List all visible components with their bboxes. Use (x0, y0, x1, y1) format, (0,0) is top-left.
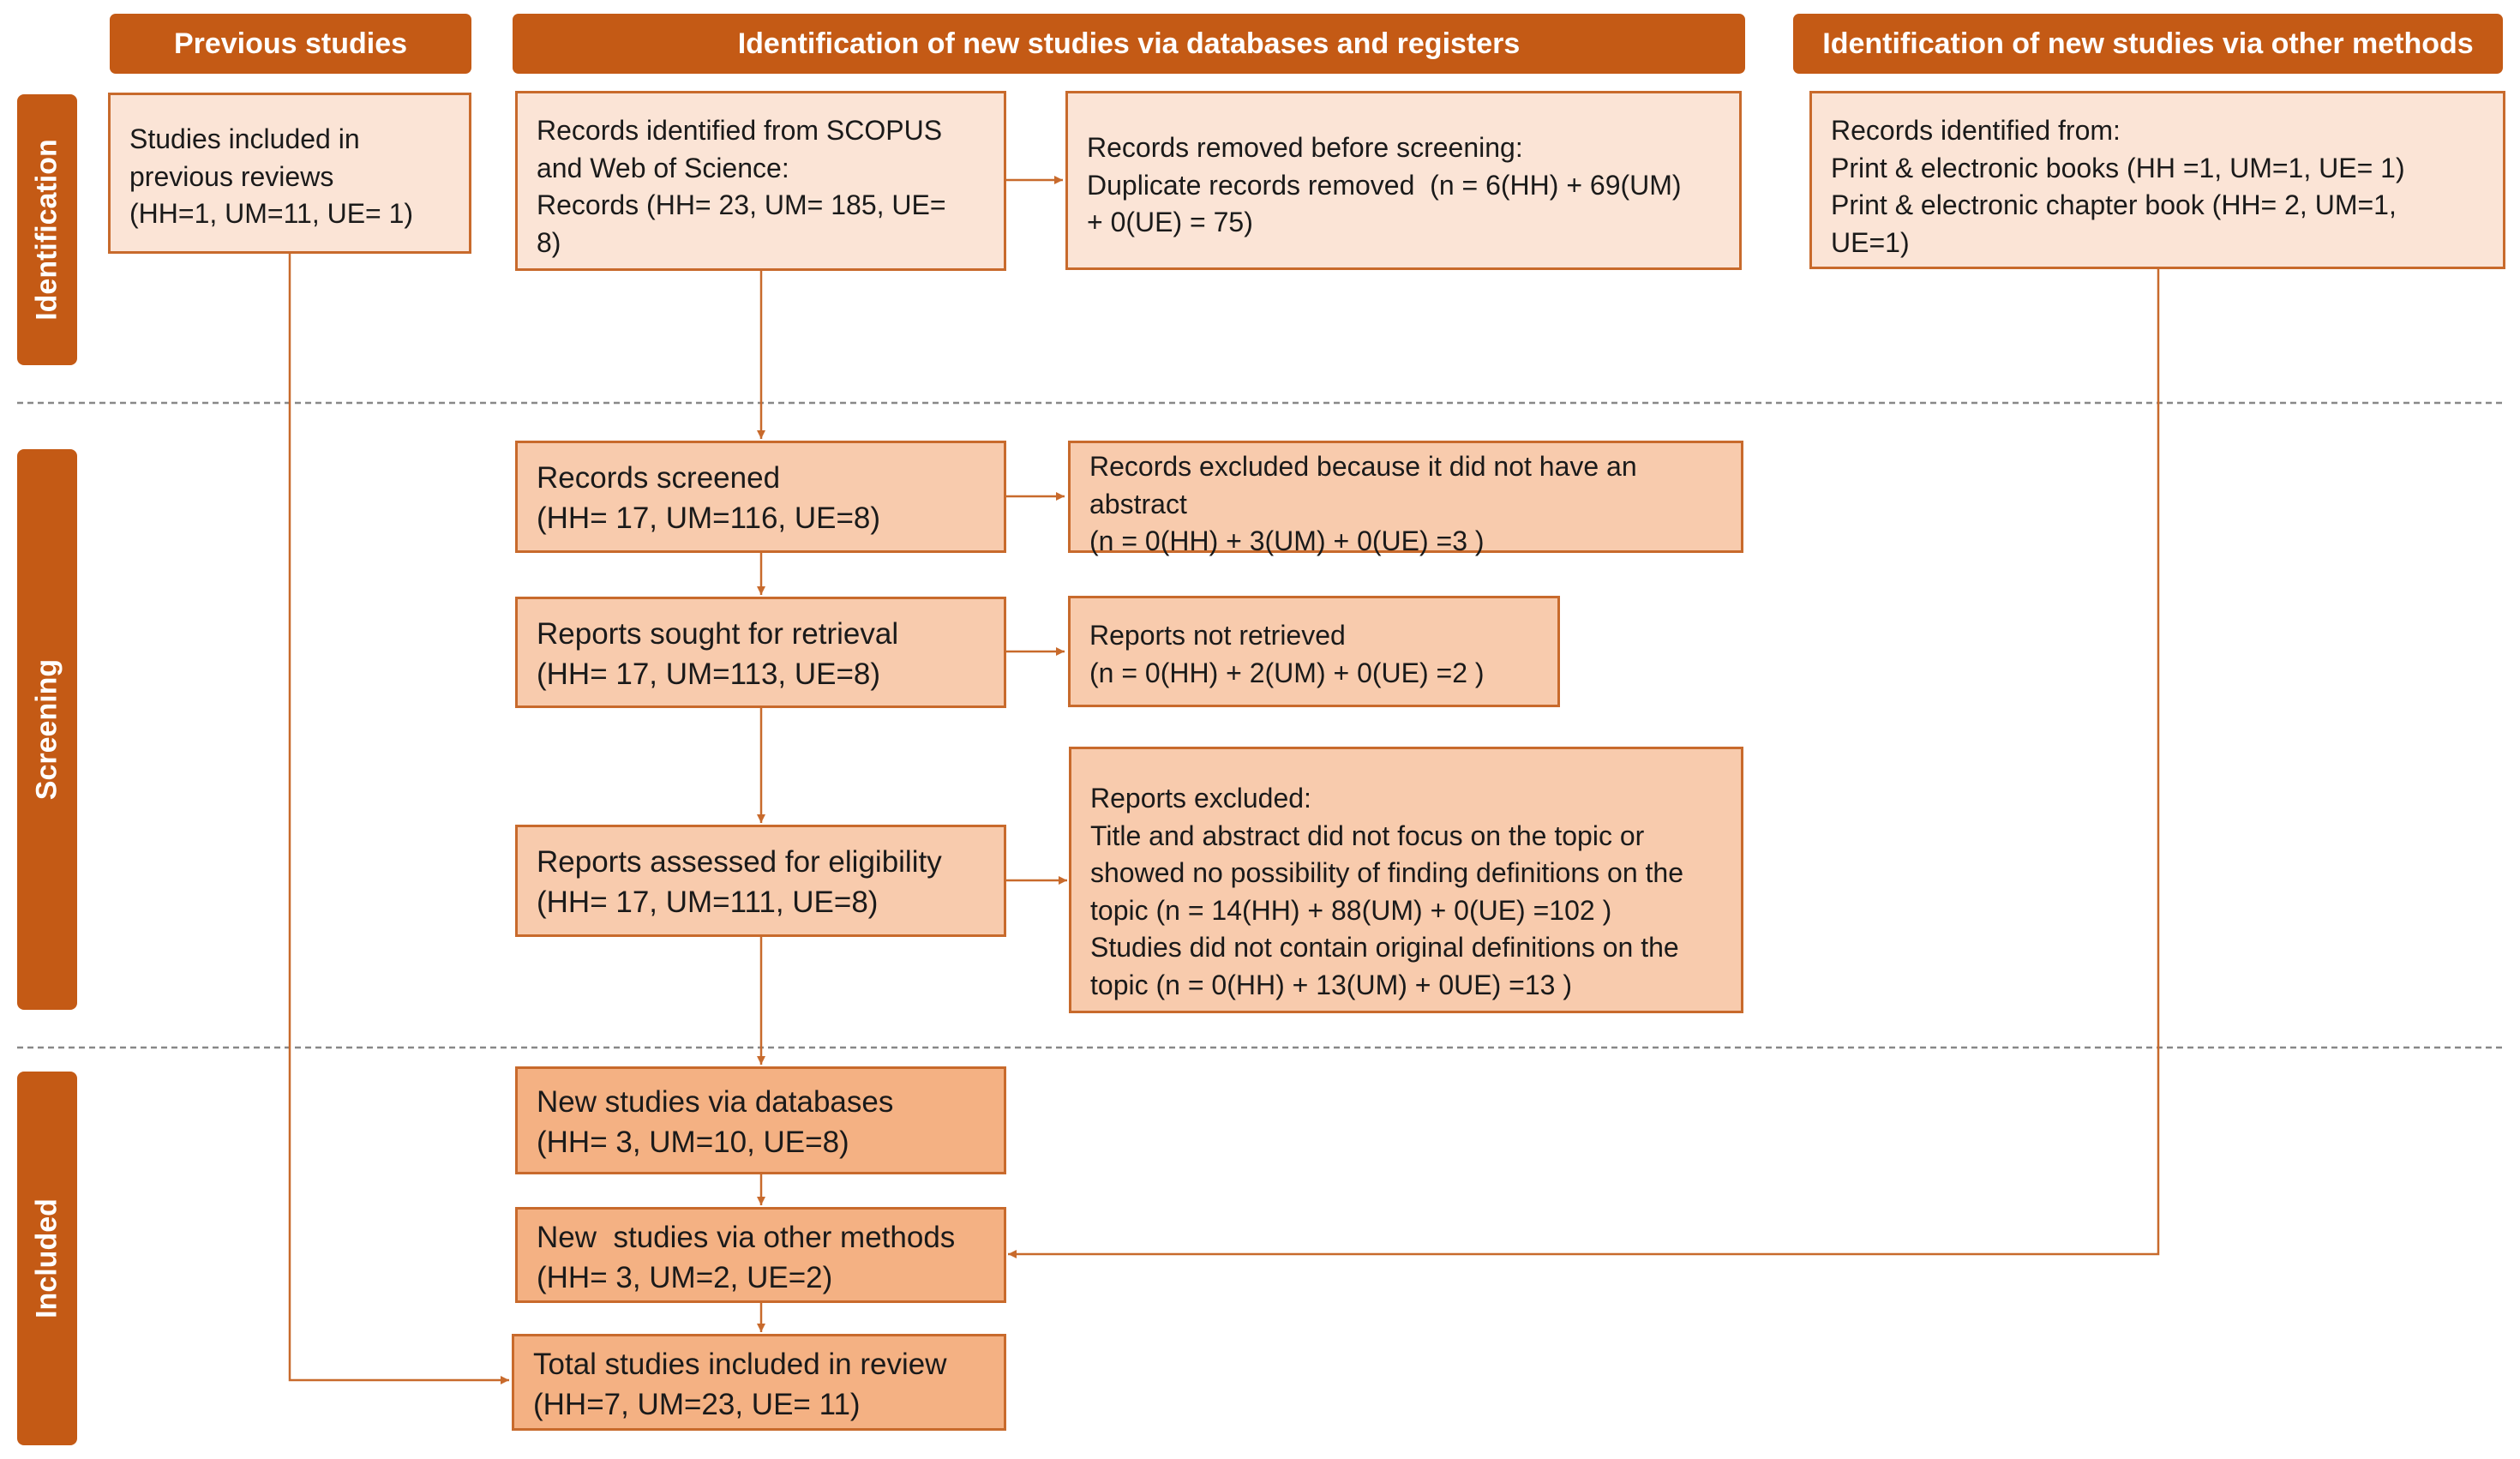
box-line: Reports excluded: (1090, 783, 1311, 814)
box-line: Print & electronic chapter book (HH= 2, UM=1, (1831, 189, 2397, 221)
box-line: (HH= 17, UM=111, UE=8) (537, 885, 879, 919)
box-reports-assessed (515, 825, 1006, 937)
box-line: Records screened (537, 461, 781, 495)
box-records-removed (1065, 91, 1742, 270)
box-line: topic (n = 0(HH) + 13(UM) + 0UE) =13 ) (1090, 969, 1572, 1000)
box-line: Records (HH= 23, UM= 185, UE= (537, 189, 946, 221)
box-records-identified (515, 91, 1006, 271)
box-line: + 0(UE) = 75) (1087, 207, 1253, 238)
header-other-methods: Identification of new studies via other methods (1793, 14, 2503, 74)
box-line: New studies via other methods (537, 1221, 956, 1254)
box-line: Print & electronic books (HH =1, UM=1, UE= 1) (1831, 152, 2405, 183)
box-line: (HH=1, UM=11, UE= 1) (129, 198, 414, 230)
box-reports-excluded (1069, 747, 1743, 1013)
box-line: Studies included in (129, 123, 360, 154)
box-line: Records removed before screening: (1087, 132, 1523, 163)
header-databases-registers: Identification of new studies via databases and registers (513, 14, 1745, 74)
box-line: Studies did not contain original definitions on the (1090, 932, 1679, 964)
header-previous-studies: Previous studies (110, 14, 471, 74)
box-line: (HH= 17, UM=113, UE=8) (537, 657, 881, 691)
box-reports-sought (515, 597, 1006, 708)
box-reports-not-retrieved (1068, 596, 1560, 707)
box-line: (HH=7, UM=23, UE= 11) (533, 1387, 861, 1421)
box-line: Reports sought for retrieval (537, 617, 899, 651)
box-records-excluded (1068, 441, 1743, 557)
box-line: (HH= 3, UM=2, UE=2) (537, 1260, 833, 1294)
box-line: Records excluded because it did not have an (1089, 451, 1637, 482)
box-line: topic (n = 14(HH) + 88(UM) + 0(UE) =102 ) (1090, 894, 1612, 926)
phase-screening-label: Screening (30, 658, 63, 801)
box-new-via-other (515, 1207, 1006, 1303)
box-total-included (512, 1334, 1006, 1431)
box-new-via-databases (515, 1066, 1006, 1174)
box-line: Reports not retrieved (1089, 620, 1346, 651)
box-line: Duplicate records removed (n = 6(HH) + 69(UM) (1087, 169, 1682, 201)
box-line: (HH= 17, UM=116, UE=8) (537, 501, 881, 535)
box-line: Records identified from SCOPUS (537, 115, 943, 146)
phase-identification-label: Identification (30, 139, 63, 321)
box-line: Records identified from: (1831, 115, 2121, 146)
box-other-identified (1809, 91, 2505, 269)
box-line: 8) (537, 226, 561, 258)
box-line: (HH= 3, UM=10, UE=8) (537, 1125, 849, 1159)
box-line: (n = 0(HH) + 3(UM) + 0(UE) =3 ) (1089, 525, 1485, 557)
box-line: (n = 0(HH) + 2(UM) + 0(UE) =2 ) (1089, 657, 1485, 688)
box-previous-reviews (108, 93, 471, 254)
box-line: New studies via databases (537, 1085, 894, 1119)
phase-identification (17, 94, 77, 365)
arrow-previous-to-total (290, 254, 509, 1380)
box-line: Title and abstract did not focus on the topic or (1090, 820, 1645, 851)
box-line: Reports assessed for eligibility (537, 845, 942, 879)
box-line: and Web of Science: (537, 152, 789, 183)
phase-included-label: Included (30, 1198, 63, 1318)
box-line: Total studies included in review (533, 1348, 947, 1381)
box-records-screened (515, 441, 1006, 553)
box-line: UE=1) (1831, 226, 1910, 258)
phase-screening (17, 449, 77, 1010)
phase-included (17, 1072, 77, 1445)
box-line: abstract (1089, 488, 1187, 519)
box-line: previous reviews (129, 160, 334, 192)
box-line: showed no possibility of finding definitions on the (1090, 857, 1683, 889)
